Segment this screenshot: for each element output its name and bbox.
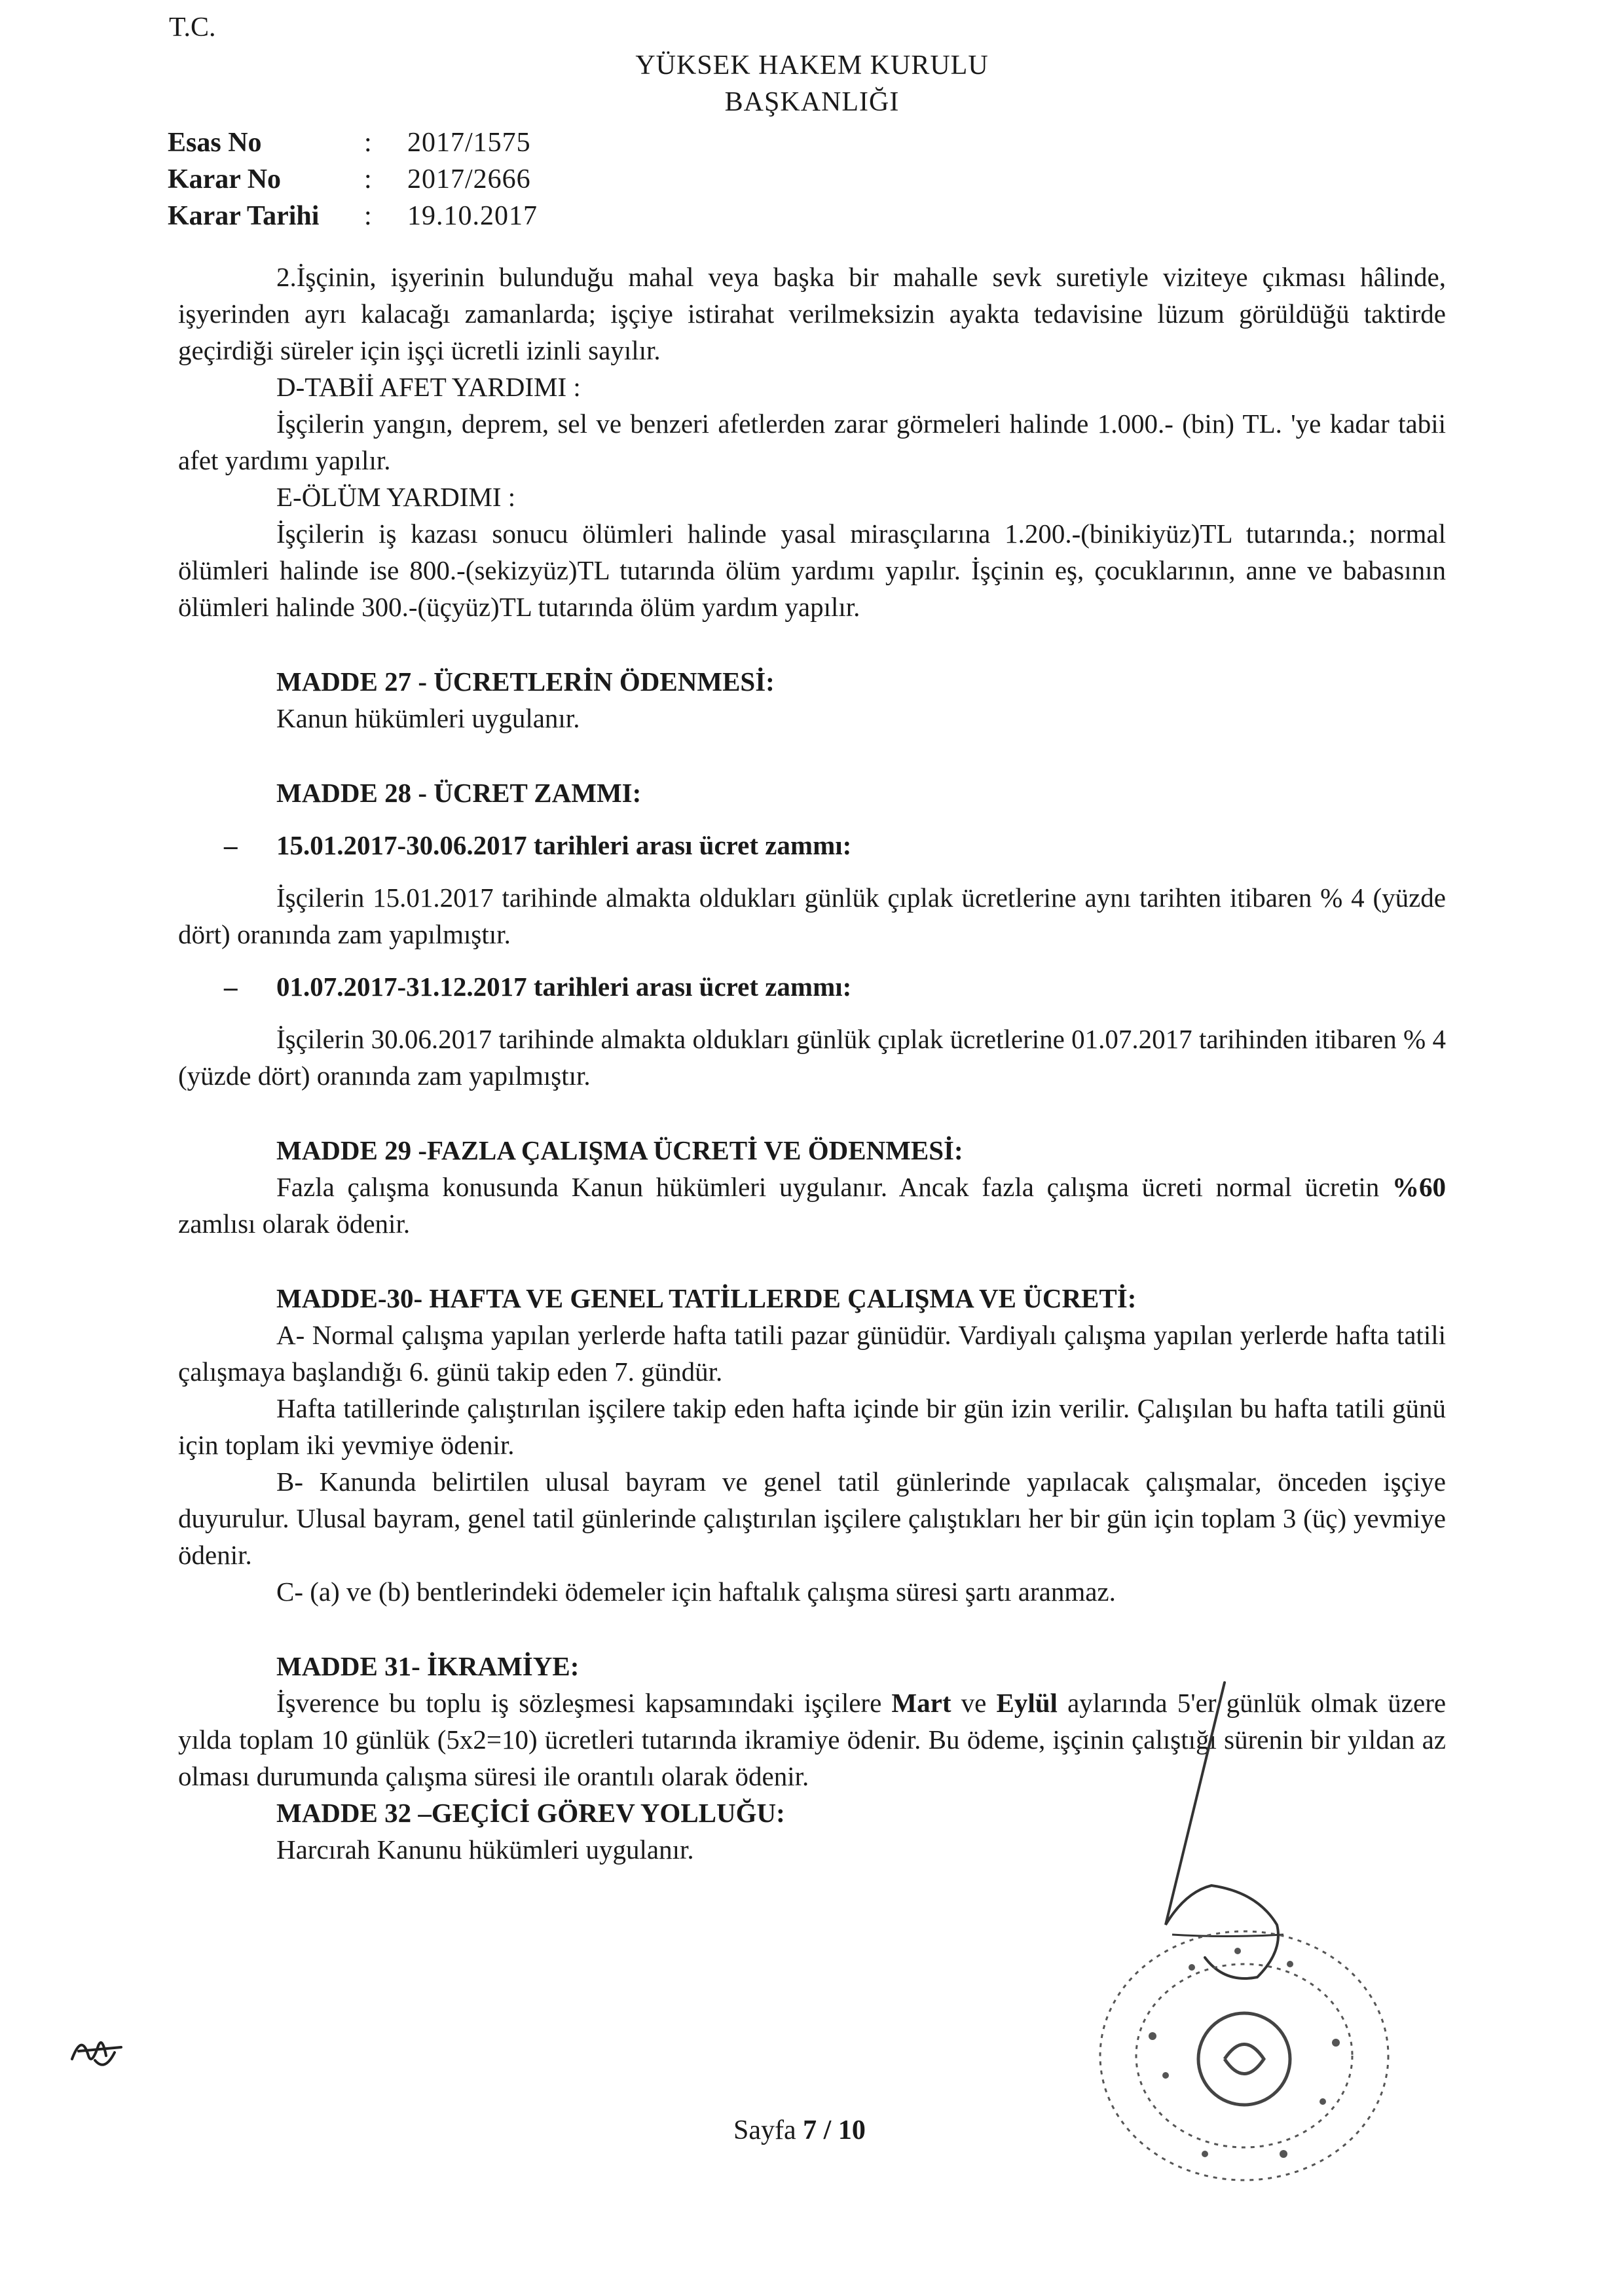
section-e-text: İşçilerin iş kazası sonucu ölümleri halinde yasal mirasçılarına 1.200.-(binikiyüz)TL tutarında.; normal ölümleri halinde ise 800.-(sekizyüz)TL tutarında ölüm yardımı yapılır. İşçinin eş, çocuklarının, anne ve babasının ölümleri halinde 300.-(üçyüz)TL tutarında ölüm yardım yapılır. xyxy=(178,519,1446,622)
country-label: T.C. xyxy=(169,12,216,43)
initials-icon xyxy=(59,2020,138,2079)
bullet-dash: – xyxy=(224,972,238,1002)
institution-header xyxy=(576,47,1048,120)
madde-28-text2: İşçilerin 30.06.2017 tarihinde almakta oldukları günlük çıplak ücretlerine 01.07.2017 tarihinden itibaren % 4 (yüzde dört) oranında zam yapılmıştır. xyxy=(178,1024,1446,1091)
tarih-colon: : xyxy=(364,201,372,231)
esas-label: Esas No xyxy=(168,128,262,158)
page-label: Sayfa xyxy=(733,2115,796,2145)
madde-29-rate: %60 xyxy=(1392,1172,1447,1202)
madde-31-text-b: aylarında 5'er günlük olmak üzere yılda toplam 10 günlük (5x2=10) ücretleri tutarında ikramiye ödenir. Bu ödeme, işçinin çalıştığı sürenin bir yıldan az olması durumunda çalışma süresi ile orantılı olarak ödenir. xyxy=(178,1688,1447,1791)
madde-29-text xyxy=(178,1169,1446,1242)
section-d-heading: D-TABİİ AFET YARDIMI : xyxy=(276,372,581,402)
page-separator: / xyxy=(823,2115,832,2145)
esas-row xyxy=(168,124,538,161)
madde-29-text-b: zamlısı olarak ödenir. xyxy=(178,1209,411,1239)
madde-32-heading: MADDE 32 –GEÇİCİ GÖREV YOLLUĞU: xyxy=(276,1798,785,1828)
institution-name: YÜKSEK HAKEM KURULU xyxy=(635,50,989,81)
esas-colon: : xyxy=(364,128,372,158)
tarih-row xyxy=(168,198,538,234)
handwritten-initials xyxy=(59,2020,138,2082)
madde-28-sub2: 01.07.2017-31.12.2017 tarihleri arası ücret zammı: xyxy=(276,972,852,1002)
institution-subtitle: BAŞKANLIĞI xyxy=(724,87,900,117)
madde-30-c: C- (a) ve (b) bentlerindeki ödemeler için haftalık çalışma süresi şartı aranmaz. xyxy=(276,1576,1116,1607)
tarih-value: 19.10.2017 xyxy=(407,201,538,231)
madde-29-heading: MADDE 29 -FAZLA ÇALIŞMA ÜCRETİ VE ÖDENMESİ: xyxy=(276,1135,963,1165)
section-d-text: İşçilerin yangın, deprem, sel ve benzeri afetlerden zarar görmeleri halinde 1.000.- (bin) TL. 'ye kadar tabii afet yardımı yapılır. xyxy=(178,409,1446,475)
karar-value: 2017/2666 xyxy=(407,164,531,194)
madde-29-text-a: Fazla çalışma konusunda Kanun hükümleri uygulanır. Ancak fazla çalışma ücreti normal ücretin xyxy=(276,1172,1380,1202)
madde-30-heading: MADDE-30- HAFTA VE GENEL TATİLLERDE ÇALIŞMA VE ÜCRETİ: xyxy=(276,1283,1137,1313)
madde-31-text-a: İşverence bu toplu iş sözleşmesi kapsamındaki işçilere xyxy=(276,1688,882,1718)
section-e-heading: E-ÖLÜM YARDIMI : xyxy=(276,482,516,512)
page-current: 7 xyxy=(803,2115,817,2145)
madde-27-heading: MADDE 27 - ÜCRETLERİN ÖDENMESİ: xyxy=(276,666,775,697)
madde-31-eylul: Eylül xyxy=(996,1688,1058,1718)
madde-28-sub1-row xyxy=(178,827,1446,864)
madde-28-heading: MADDE 28 - ÜCRET ZAMMI: xyxy=(276,778,642,808)
page-total: 10 xyxy=(838,2115,866,2145)
madde-32-text: Harcırah Kanunu hükümleri uygulanır. xyxy=(276,1834,694,1865)
bullet-dash: – xyxy=(224,830,238,860)
madde-31-heading: MADDE 31- İKRAMİYE: xyxy=(276,1651,580,1681)
karar-label: Karar No xyxy=(168,164,282,194)
karar-colon: : xyxy=(364,164,372,194)
paragraph-2: 2.İşçinin, işyerinin bulunduğu mahal veya başka bir mahalle sevk suretiyle viziteye çıkması hâlinde, işyerinden ayrı kalacağı zamanlarda; işçiye istirahat verilmeksizin ayakta tedavisine lüzum görüldüğü taktirde geçirdiği süreler için işçi ücretli izinli sayılır. xyxy=(178,262,1446,365)
case-info xyxy=(168,124,538,234)
karar-row xyxy=(168,161,538,198)
document-body xyxy=(178,259,1446,1868)
page-number xyxy=(733,2115,866,2146)
madde-27-text: Kanun hükümleri uygulanır. xyxy=(276,703,580,733)
madde-31-mart: Mart xyxy=(891,1688,951,1718)
madde-30-b: B- Kanunda belirtilen ulusal bayram ve genel tatil günlerinde yapılacak çalışmalar, önceden işçiye duyurulur. Ulusal bayram, genel tatil günlerinde çalıştırılan işçilere çalıştıkları her bir gün için toplam 3 (üç) yevmiye ödenir. xyxy=(178,1467,1446,1570)
madde-28-text1: İşçilerin 15.01.2017 tarihinde almakta oldukları günlük çıplak ücretlerine aynı tarihten itibaren % 4 (yüzde dört) oranında zam yapılmıştır. xyxy=(178,883,1446,949)
esas-value: 2017/1575 xyxy=(407,128,531,158)
madde-30-a2: Hafta tatillerinde çalıştırılan işçilere takip eden hafta içinde bir gün izin verilir. Çalışılan bu hafta tatili günü için toplam iki yevmiye ödenir. xyxy=(178,1393,1446,1460)
madde-31-ve: ve xyxy=(961,1688,987,1718)
madde-28-sub1: 15.01.2017-30.06.2017 tarihleri arası ücret zammı: xyxy=(276,830,852,860)
madde-28-sub2-row xyxy=(178,968,1446,1005)
official-seal xyxy=(1074,1905,1414,2210)
tarih-label: Karar Tarihi xyxy=(168,201,320,231)
madde-30-a: A- Normal çalışma yapılan yerlerde hafta tatili pazar günüdür. Vardiyalı çalışma yapılan yerlerde hafta tatili çalışmaya başlandığı 6. günü takip eden 7. gündür. xyxy=(178,1320,1446,1387)
seal-icon xyxy=(1074,1905,1414,2206)
